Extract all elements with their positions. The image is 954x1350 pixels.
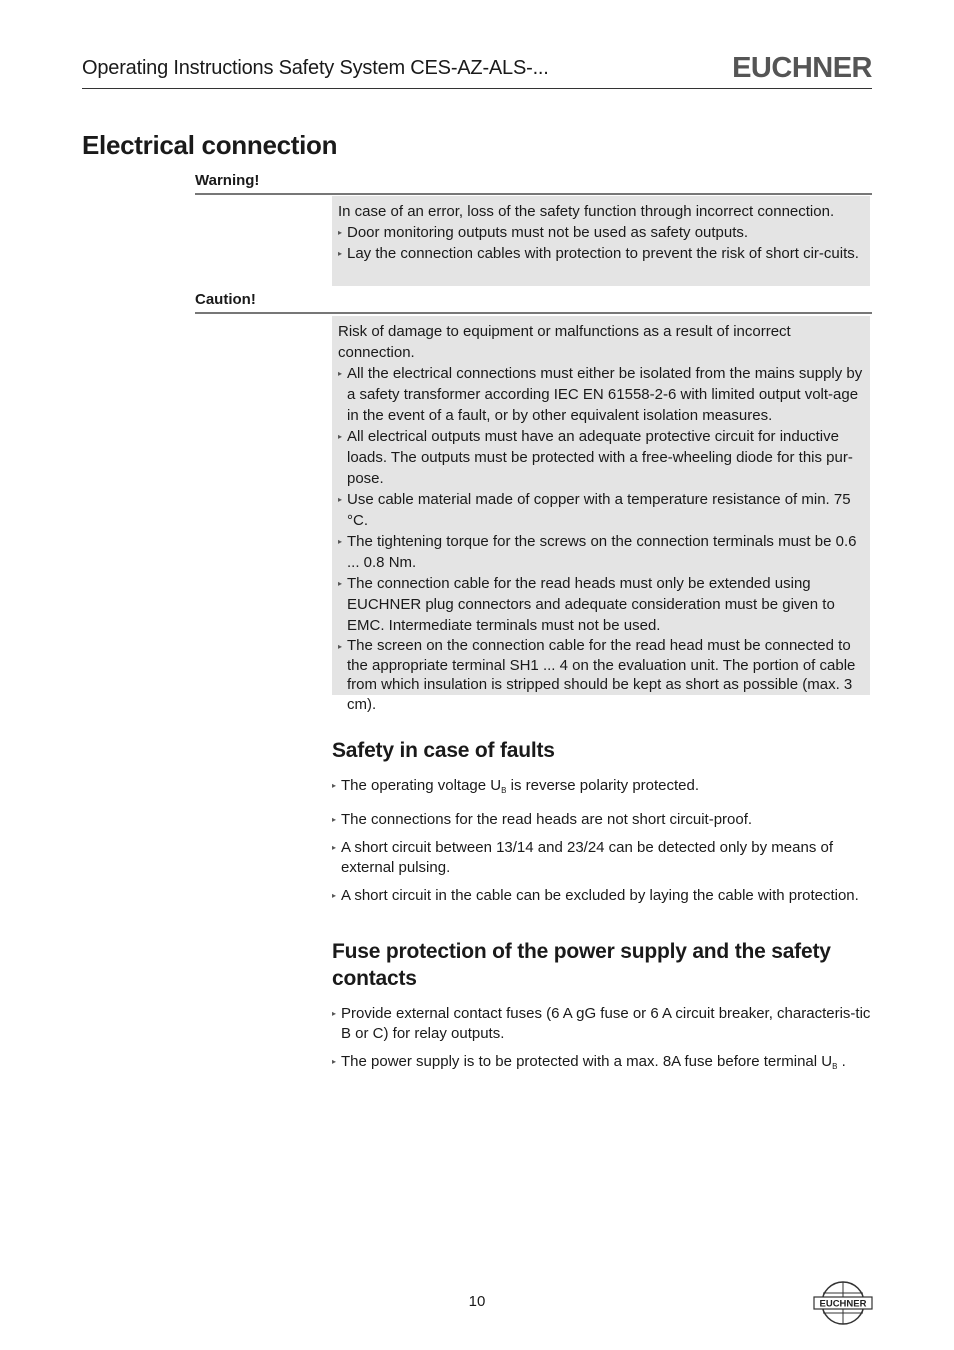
page-header <box>82 52 872 89</box>
arrow-bullet-icon: ▸ <box>338 249 343 258</box>
arrow-bullet-icon: ▸ <box>332 843 337 852</box>
euchner-seal-icon <box>813 1280 873 1326</box>
list-item: ▸ Use cable material made of copper with a temperature resistance of min. 75 °C. <box>338 491 851 529</box>
faults-heading: Safety in case of faults <box>332 739 555 762</box>
arrow-bullet-icon: ▸ <box>338 642 343 651</box>
warning-lead: In case of an error, loss of the safety function through incorrect connection. <box>338 203 835 220</box>
arrow-bullet-icon: ▸ <box>338 369 343 378</box>
list-item: ▸ Lay the connection cables with protection to prevent the risk of short cir-cuits. <box>338 245 859 262</box>
caution-divider <box>195 312 872 314</box>
page-number: 10 <box>468 1293 486 1310</box>
list-item: ▸ A short circuit between 13/14 and 23/24 can be detected only by means of external pulsing. <box>332 839 833 876</box>
arrow-bullet-icon: ▸ <box>338 579 343 588</box>
arrow-bullet-icon: ▸ <box>338 228 343 237</box>
document-title: Operating Instructions Safety System CES-AZ-ALS-... <box>82 57 549 79</box>
caution-lead: Risk of damage to equipment or malfunctions as a result of incorrect connection. <box>338 323 791 361</box>
caution-label: Caution! <box>195 291 256 308</box>
arrow-bullet-icon: ▸ <box>338 537 343 546</box>
faults-list <box>332 776 872 915</box>
list-item: ▸ The power supply is to be protected with a max. 8A fuse before terminal $U_B$ . <box>332 1053 846 1071</box>
arrow-bullet-icon: ▸ <box>332 891 337 900</box>
fuse-list <box>332 1004 872 1086</box>
list-item: ▸ Provide external contact fuses (6 A gG fuse or 6 A circuit breaker, characteris-tic B or C) for relay outputs. <box>332 1005 871 1042</box>
list-item: ▸ The screen on the connection cable for the read head must be connected to the appropriate terminal SH1 ... 4 on the evaluation unit. The portion of cable from which insulation is stripped should be kept as short as possible (max. 3 cm). <box>338 637 856 713</box>
warning-box <box>332 196 870 286</box>
arrow-bullet-icon: ▸ <box>332 1009 337 1018</box>
brand-logo: EUCHNER <box>732 52 872 84</box>
svg-text:EUCHNER: EUCHNER <box>819 1298 867 1310</box>
caution-list <box>338 363 864 714</box>
warning-list <box>338 222 864 264</box>
list-item: ▸ A short circuit in the cable can be excluded by laying the cable with protection. <box>332 887 859 904</box>
list-item: ▸ The tightening torque for the screws on the connection terminals must be 0.6 ... 0.8 Nm. <box>338 533 857 571</box>
arrow-bullet-icon: ▸ <box>338 495 343 504</box>
list-item: ▸ The connections for the read heads are not short circuit-proof. <box>332 810 753 828</box>
warning-label: Warning! <box>195 172 260 189</box>
arrow-bullet-icon: ▸ <box>332 814 337 824</box>
list-item: ▸ The connection cable for the read heads must only be extended using EUCHNER plug connectors and adequate consideration must be given to EMC. Intermediate terminals must not be used. <box>338 575 835 634</box>
list-item: ▸ All the electrical connections must either be isolated from the mains supply by a safety transformer according IEC EN 61558-2-6 with limited output volt-age in the event of a fault, or by other equivalent isolation measures. <box>338 365 863 424</box>
caution-box <box>332 316 870 713</box>
fuse-heading: Fuse protection of the power supply and the safety contacts <box>332 940 831 990</box>
arrow-bullet-icon: ▸ <box>338 432 343 441</box>
list-item: ▸ All electrical outputs must have an adequate protective circuit for inductive loads. The outputs must be protected with a free-wheeling diode for this pur-pose. <box>338 428 853 487</box>
list-item: ▸ Door monitoring outputs must not be used as safety outputs. <box>338 224 749 241</box>
arrow-bullet-icon: ▸ <box>332 1057 337 1066</box>
section-title: Electrical connection <box>82 130 338 160</box>
arrow-bullet-icon: ▸ <box>332 781 337 790</box>
list-item: ▸ The operating voltage $U_B$ is reverse polarity protected. <box>332 777 700 795</box>
warning-divider <box>195 193 872 195</box>
